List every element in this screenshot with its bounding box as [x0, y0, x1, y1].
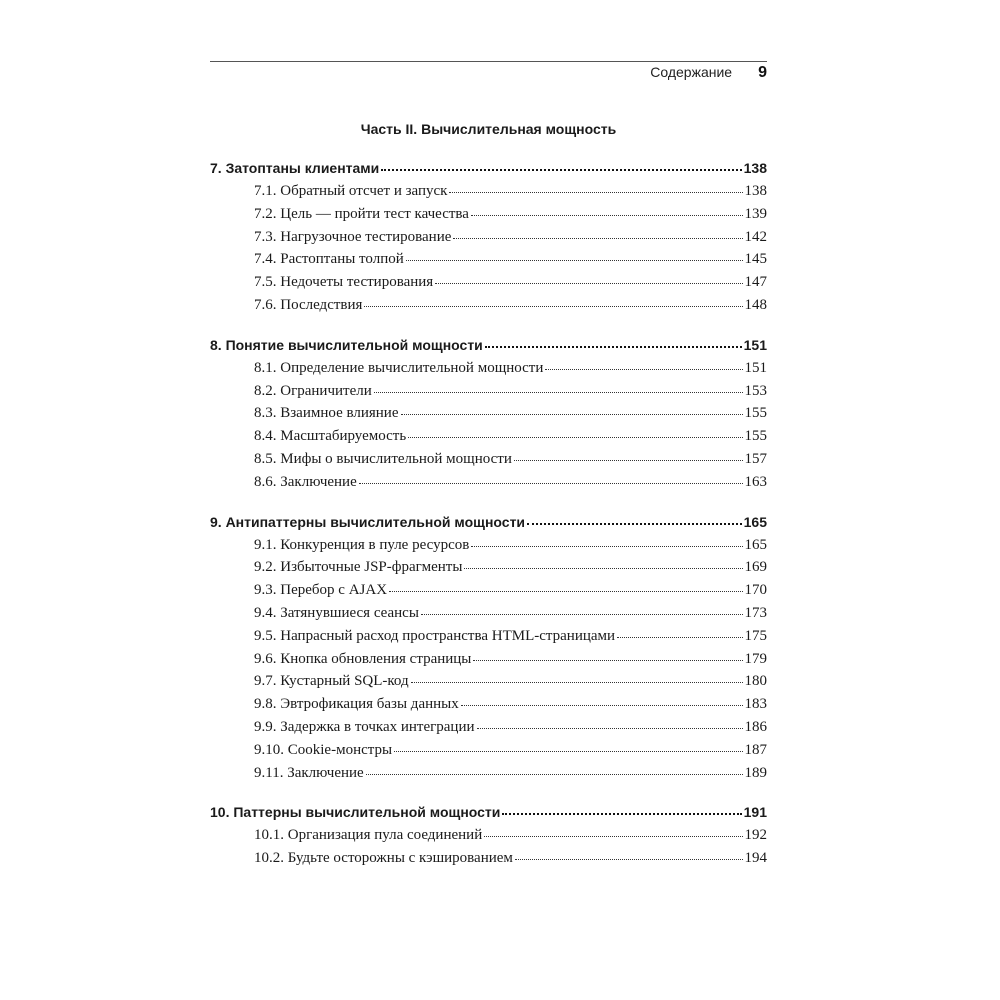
- toc-section-entry: [210, 383, 767, 406]
- toc-section-entry-title: 7.2. Цель — пройти тест качества: [254, 205, 469, 222]
- toc-section-entry-title: 9.6. Кнопка обновления страницы: [254, 650, 472, 667]
- toc-section-entry: [210, 696, 767, 719]
- dot-leader: [527, 523, 742, 525]
- toc-section-entry-title: 9.11. Заключение: [254, 764, 364, 781]
- toc-section-entry: [210, 719, 767, 742]
- chapter-spacer: [210, 497, 767, 514]
- table-of-contents: [210, 160, 767, 873]
- dot-leader: [366, 774, 743, 775]
- dot-leader: [408, 437, 742, 438]
- toc-chapter-entry-title: 10. Паттерны вычислительной мощности: [210, 804, 501, 821]
- running-title: Содержание: [650, 64, 733, 80]
- dot-leader: [411, 682, 743, 683]
- dot-leader: [545, 369, 742, 370]
- toc-section-entry-title: 7.4. Растоптаны толпой: [254, 251, 404, 268]
- dot-leader: [617, 637, 742, 638]
- toc-chapter-entry-page: 151: [743, 336, 767, 353]
- toc-section-entry-page: 151: [744, 359, 767, 376]
- part-title: Часть II. Вычислительная мощность: [360, 121, 617, 137]
- toc-section-entry-title: 8.2. Ограничители: [254, 382, 372, 399]
- dot-leader: [364, 306, 742, 307]
- toc-chapter-entry-title: 7. Затоптаны клиентами: [210, 160, 380, 176]
- dot-leader: [401, 414, 743, 415]
- toc-chapter: [210, 160, 767, 320]
- toc-section-entry: [210, 673, 767, 696]
- toc-chapter-entry-title: 8. Понятие вычислительной мощности: [210, 336, 483, 353]
- toc-section-entry-page: 157: [744, 450, 767, 467]
- toc-section-entry-title: 8.6. Заключение: [254, 473, 357, 490]
- toc-chapter: [210, 804, 767, 873]
- toc-chapter-entry: [210, 804, 767, 827]
- toc-section-entry: [210, 827, 767, 850]
- toc-chapter-entry-title: 9. Антипаттерны вычислительной мощности: [210, 513, 526, 530]
- dot-leader: [421, 614, 743, 615]
- header-rule: [210, 61, 767, 62]
- dot-leader: [374, 392, 743, 393]
- toc-section-entry-page: 142: [744, 228, 767, 245]
- toc-section-entry: [210, 605, 767, 628]
- dot-leader: [484, 836, 742, 837]
- dot-leader: [461, 705, 743, 706]
- toc-section-entry-title: 9.3. Перебор с AJAX: [254, 582, 388, 599]
- toc-chapter-entry-page: 191: [743, 804, 767, 821]
- toc-section-entry-title: 9.4. Затянувшиеся сеансы: [254, 604, 419, 621]
- dot-leader: [502, 813, 741, 815]
- dot-leader: [406, 260, 743, 261]
- dot-leader: [471, 546, 742, 547]
- toc-section-entry-page: 179: [744, 650, 767, 667]
- toc-section-entry-page: 153: [744, 382, 767, 399]
- toc-section-entry-title: 8.4. Масштабируемость: [254, 428, 407, 445]
- dot-leader: [389, 591, 742, 592]
- toc-section-entry-page: 192: [744, 827, 767, 844]
- toc-section-entry-page: 165: [744, 536, 767, 553]
- dot-leader: [394, 751, 742, 752]
- dot-leader: [449, 192, 742, 193]
- toc-section-entry: [210, 229, 767, 252]
- toc-section-entry-title: 8.5. Мифы о вычислительной мощности: [254, 450, 512, 467]
- toc-section-entry-title: 10.1. Организация пула соединений: [254, 827, 483, 844]
- toc-section-entry: [210, 405, 767, 428]
- toc-section-entry-title: 7.6. Последствия: [254, 296, 363, 313]
- toc-section-entry-page: 175: [744, 627, 767, 644]
- toc-section-entry-title: 9.7. Кустарный SQL-код: [254, 673, 409, 690]
- toc-section-entry-title: 9.8. Эвтрофикация базы данных: [254, 696, 459, 713]
- toc-section-entry-page: 155: [744, 405, 767, 422]
- toc-section-entry-page: 187: [744, 741, 767, 758]
- toc-section-entry-title: 7.5. Недочеты тестирования: [254, 274, 434, 291]
- toc-section-entry-page: 186: [744, 718, 767, 735]
- toc-section-entry-title: 9.1. Конкуренция в пуле ресурсов: [254, 536, 470, 553]
- toc-section-entry-page: 145: [744, 251, 767, 268]
- toc-section-entry: [210, 297, 767, 320]
- toc-section-entry: [210, 582, 767, 605]
- toc-section-entry-title: 8.1. Определение вычислительной мощности: [254, 359, 544, 376]
- chapter-spacer: [210, 787, 767, 804]
- toc-section-entry: [210, 451, 767, 474]
- toc-section-entry: [210, 537, 767, 560]
- toc-section-entry: [210, 474, 767, 497]
- toc-section-entry-page: 194: [744, 850, 767, 867]
- toc-section-entry: [210, 251, 767, 274]
- dot-leader: [453, 238, 742, 239]
- toc-section-entry-page: 139: [744, 205, 767, 222]
- toc-section-entry-title: 9.2. Избыточные JSP-фрагменты: [254, 559, 463, 576]
- toc-section-entry-title: 9.5. Напрасный расход пространства HTML-страницами: [254, 627, 616, 644]
- dot-leader: [435, 283, 742, 284]
- toc-chapter-entry: [210, 514, 767, 537]
- toc-section-entry-page: 138: [744, 183, 767, 199]
- toc-chapter-entry-page: 165: [743, 513, 767, 530]
- toc-section-entry: [210, 742, 767, 765]
- toc-chapter-entry: [210, 160, 767, 183]
- toc-section-entry: [210, 428, 767, 451]
- toc-section-entry-title: 7.3. Нагрузочное тестирование: [254, 228, 452, 245]
- dot-leader: [473, 660, 742, 661]
- toc-section-entry-title: 9.10. Cookie-монстры: [254, 741, 393, 758]
- toc-section-entry: [210, 628, 767, 651]
- toc-section-entry: [210, 206, 767, 229]
- toc-section-entry: [210, 651, 767, 674]
- toc-section-entry: [210, 765, 767, 788]
- dot-leader: [359, 483, 743, 484]
- toc-section-entry-title: 7.1. Обратный отсчет и запуск: [254, 183, 448, 199]
- toc-section-entry-page: 169: [744, 559, 767, 576]
- running-head: [650, 64, 767, 86]
- page-number: 9: [758, 64, 767, 81]
- toc-section-entry-page: 148: [744, 296, 767, 313]
- dot-leader: [485, 346, 742, 348]
- toc-section-entry-page: 147: [744, 274, 767, 291]
- dot-leader: [515, 859, 743, 860]
- dot-leader: [471, 215, 743, 216]
- dot-leader: [381, 169, 741, 171]
- toc-section-entry: [210, 183, 767, 206]
- toc-section-entry: [210, 850, 767, 873]
- toc-section-entry: [210, 360, 767, 383]
- toc-section-entry-page: 189: [744, 764, 767, 781]
- toc-section-entry-page: 183: [744, 696, 767, 713]
- chapter-spacer: [210, 320, 767, 337]
- toc-section-entry-title: 8.3. Взаимное влияние: [254, 405, 399, 422]
- toc-section-entry-title: 10.2. Будьте осторожны с кэшированием: [254, 850, 513, 867]
- dot-leader: [464, 568, 742, 569]
- dot-leader: [514, 460, 743, 461]
- toc-section-entry-page: 180: [744, 673, 767, 690]
- toc-section-entry-title: 9.9. Задержка в точках интеграции: [254, 718, 475, 735]
- toc-section-entry: [210, 274, 767, 297]
- toc-section-entry-page: 173: [744, 604, 767, 621]
- toc-section-entry: [210, 559, 767, 582]
- toc-chapter-entry: [210, 337, 767, 360]
- toc-chapter: [210, 337, 767, 497]
- toc-section-entry-page: 170: [744, 582, 767, 599]
- toc-chapter-entry-page: 138: [743, 160, 767, 176]
- toc-section-entry-page: 155: [744, 428, 767, 445]
- toc-chapter: [210, 514, 767, 788]
- toc-section-entry-page: 163: [744, 473, 767, 490]
- dot-leader: [477, 728, 743, 729]
